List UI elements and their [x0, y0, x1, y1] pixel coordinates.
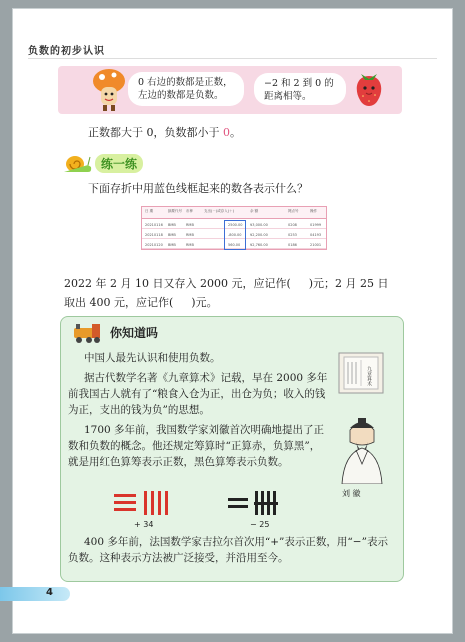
bankbook-cell: 20210116 — [145, 223, 163, 227]
rule-end: 。 — [230, 126, 241, 139]
bubble-line: 左边的数都是负数。 — [138, 90, 224, 101]
chapter-header: 负数的初步认识 — [28, 46, 105, 57]
bubble-line: 距离相等。 — [264, 91, 312, 102]
snail-icon — [62, 152, 92, 174]
bankbook-cell: BMB — [168, 233, 176, 237]
bankbook-cell: ¥3,000.00 — [250, 223, 268, 227]
bankbook-cell: BMB — [168, 223, 176, 227]
bankbook-cell: 21001 — [310, 243, 322, 247]
bankbook-cell: BMB — [168, 243, 176, 247]
info-paragraph-4: 400 多年前，法国数学家吉拉尔首次用“+”表示正数，用“−”表示负数。这种表示方法被广泛接受，并沿用至今。 — [68, 536, 388, 564]
deposit-text: 取出 400 元，应记作( — [64, 296, 174, 309]
rule-text: 正数都大于 0，负数都小于 — [88, 126, 223, 139]
bankbook-cell: RMB — [186, 223, 194, 227]
page-number: 4 — [46, 587, 53, 598]
bankbook-header-cell: 操作 — [310, 209, 317, 213]
bankbook-cell: -800.00 — [228, 233, 242, 237]
bankbook-cell: ¥2,200.00 — [250, 233, 268, 237]
red-counting-rods-icon — [114, 490, 172, 516]
speech-bubble-positive-negative — [128, 72, 244, 106]
rule-zero: 0 — [223, 126, 230, 139]
exercise-title: 练一练 — [95, 154, 143, 173]
page-number-tab — [0, 587, 70, 601]
bankbook-cell: 20210120 — [145, 243, 163, 247]
bankbook-header-cell: 币种 — [186, 209, 193, 213]
info-title: 你知道吗 — [110, 326, 159, 340]
bankbook-cell: 0208 — [288, 223, 297, 227]
bankbook-cell: 20210118 — [145, 233, 163, 237]
info-paragraph-1: 中国人最先认识和使用负数。 — [84, 352, 221, 364]
bankbook-cell: RMB — [186, 233, 194, 237]
rule-statement — [88, 124, 241, 141]
bankbook-cell: RMB — [186, 243, 194, 247]
info-paragraph-2: 据古代数学名著《九章算术》记载，早在 2000 多年前我国古人就有了“粮食入仓为正，出仓为负；收入的钱为正，支出的钱为负”的思想。 — [68, 372, 328, 416]
bankbook-cell: 2500.00 — [228, 223, 243, 227]
header-rule — [28, 58, 437, 59]
bankbook-header-cell: 支出(－)或存入(＋) — [204, 209, 234, 213]
black-counting-rods-icon — [228, 490, 280, 516]
bankbook-cell: 0186 — [288, 243, 297, 247]
info-paragraph-3: 1700 多年前，我国数学家刘徽首次明确地提出了正数和负数的概念。他还规定筹算时“正算赤，负算黑”，就是用红色算筹表示正数，黑色算筹表示负数。 — [68, 424, 325, 468]
bankbook-header-cell: 日 期 — [145, 209, 154, 213]
bankbook-header-cell: 余 额 — [250, 209, 259, 213]
deposit-text: 2022 年 2 月 10 日又存入 2000 元，应记作( — [64, 277, 291, 290]
bankbook-cell: ¥2,760.00 — [250, 243, 268, 247]
ancient-book-image — [338, 352, 384, 394]
deposit-text: )元。 — [191, 296, 218, 309]
bubble-line: −2 和 2 到 0 的 — [264, 78, 334, 89]
bankbook-cell: 01999 — [310, 223, 322, 227]
deposit-question — [64, 274, 400, 312]
book-title-label: 九章算术 — [366, 366, 372, 386]
bankbook-header-row — [142, 207, 326, 219]
bankbook-header-cell: 网点号 — [288, 209, 299, 213]
bankbook-cell: 560.00 — [228, 243, 241, 247]
deposit-text: )元；2 月 25 日 — [308, 277, 389, 290]
train-icon — [70, 322, 110, 344]
bankbook-header-cell: 摘要代号 — [168, 209, 182, 213]
strawberry-character-icon — [352, 68, 386, 110]
bankbook-highlight-box — [224, 220, 246, 250]
negative-rod-label: − 25 — [250, 520, 270, 529]
portrait-caption: 刘 徽 — [342, 489, 361, 498]
mushroom-character-icon — [92, 67, 126, 111]
bankbook-cell: 0253 — [288, 233, 297, 237]
bubble-line: 0 右边的数都是正数， — [138, 77, 233, 88]
speech-bubble-distance — [254, 73, 346, 105]
liu-hui-portrait — [336, 414, 388, 484]
bankbook-cell: 04193 — [310, 233, 322, 237]
positive-rod-label: + 34 — [134, 520, 154, 529]
bankbook-image — [141, 206, 327, 250]
exercise-question: 下面存折中用蓝色线框起来的数各表示什么？ — [88, 182, 308, 195]
